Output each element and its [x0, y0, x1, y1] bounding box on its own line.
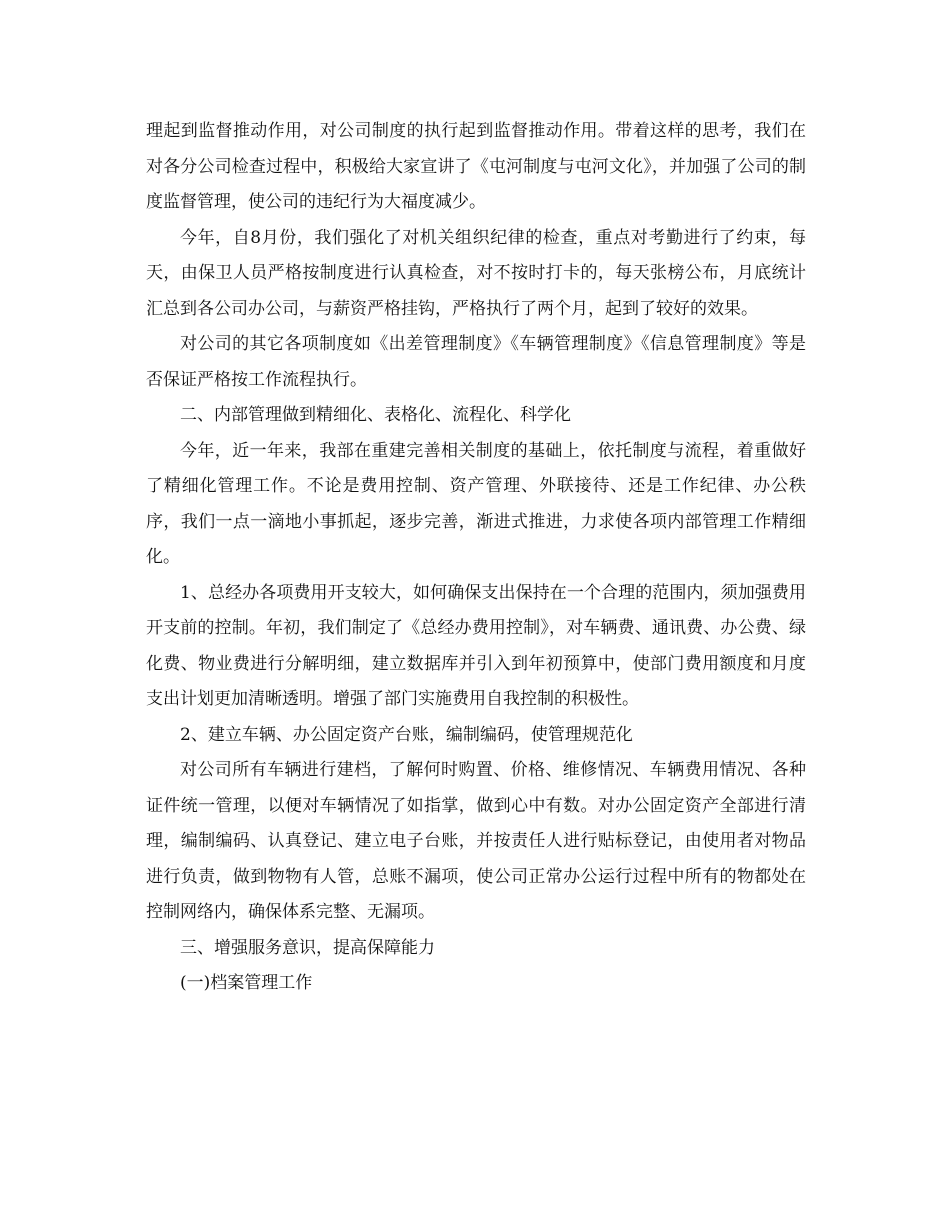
section-heading: 三、增强服务意识，提高保障能力	[180, 937, 435, 958]
subheading: 2、建立车辆、办公固定资产台账，编制编码，使管理规范化	[180, 724, 633, 745]
document-body	[146, 114, 806, 1002]
subheading: (一)档案管理工作	[180, 973, 313, 993]
paragraph: 理起到监督推动作用，对公司制度的执行起到监督推动作用。带着这样的思考，我们在对各分公司检查过程中，积极给大家宣讲了《屯河制度与屯河文化》，并加强了公司的制度监督管理，使公司的违纪行为大福度减少。	[146, 121, 806, 212]
paragraph: 对公司的其它各项制度如《出差管理制度》《车辆管理制度》《信息管理制度》等是否保证严格按工作流程执行。	[146, 334, 806, 390]
section-heading: 二、内部管理做到精细化、表格化、流程化、科学化	[180, 405, 571, 425]
paragraph: 今年，自8月份，我们强化了对机关组织纪律的检查，重点对考勤进行了约束，每天，由保卫人员严格按制度进行认真检查，对不按时打卡的，每天张榜公布，月底统计汇总到各公司办公司，与薪资严格挂钩，严格执行了两个月，起到了较好的效果。	[146, 227, 806, 319]
paragraph: 对公司所有车辆进行建档，了解何时购置、价格、维修情况、车辆费用情况、各种证件统一管理，以便对车辆情况了如指掌，做到心中有数。对办公固定资产全部进行清理，编制编码、认真登记、建立电子台账，并按责任人进行贴标登记，由使用者对物品进行负责，做到物物有人管，总账不漏项，使公司正常办公运行过程中所有的物都处在控制网络内，确保体系完整、无漏项。	[146, 760, 806, 922]
paragraph: 今年，近一年来，我部在重建完善相关制度的基础上，依托制度与流程，着重做好了精细化管理工作。不论是费用控制、资产管理、外联接待、还是工作纪律、办公秩序，我们一点一滴地小事抓起，逐步完善，渐进式推进，力求使各项内部管理工作精细化。	[146, 440, 806, 567]
paragraph: 1、总经办各项费用开支较大，如何确保支出保持在一个合理的范围内，须加强费用开支前的控制。年初，我们制定了《总经办费用控制》，对车辆费、通讯费、办公费、绿化费、物业费进行分解明细，建立数据库并引入到年初预算中，使部门费用额度和月度支出计划更加清晰透明。增强了部门实施费用自我控制的积极性。	[146, 582, 806, 709]
